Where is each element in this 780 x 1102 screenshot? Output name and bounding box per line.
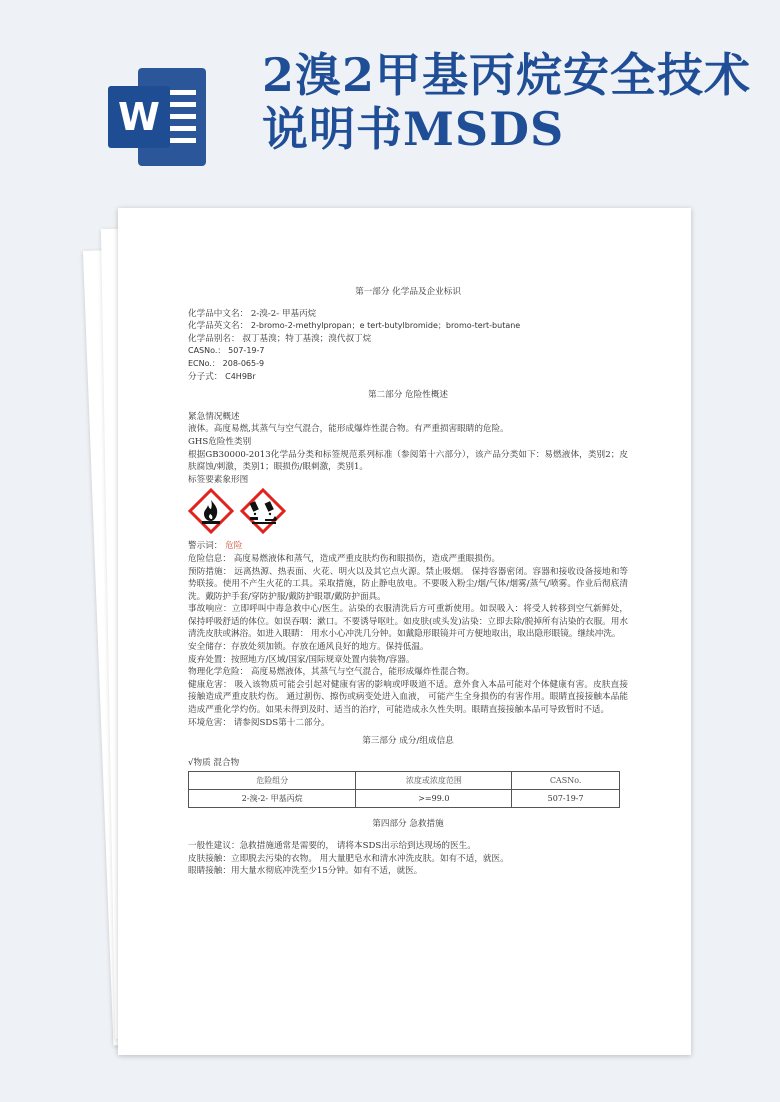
- section1-title: 第一部分 化学品及企业标识: [355, 287, 461, 297]
- name-cn-row: [188, 308, 628, 321]
- cas-label: CASNo.：: [188, 346, 226, 356]
- ec-row: [188, 358, 628, 371]
- cas-row: [188, 345, 628, 358]
- alias-label: 化学品别名：: [188, 333, 240, 344]
- name-cn-value: 2-溴-2- 甲基丙烷: [250, 308, 317, 319]
- name-cn-label: 化学品中文名：: [188, 308, 249, 319]
- signal-word-value: 危险: [225, 541, 243, 552]
- first-aid-general: 一般性建议：急救措施通常是需要的， 请将本SDS出示给到达现场的医生。: [188, 841, 476, 851]
- table-header-cell: CASNo.: [512, 772, 620, 790]
- document-body: [188, 286, 628, 878]
- table-cell: 507-19-7: [512, 790, 620, 808]
- page-title: 2溴2甲基丙烷安全技术说明书MSDS: [262, 48, 752, 156]
- alias-value: 叔丁基溴；特丁基溴；溴代叔丁烷: [242, 333, 372, 344]
- ghs-text: 根据GB30000-2013化学品分类和标签规范系列标准（参阅第十六部分），该产品分类如下：易燃液体，类别2；皮肤腐蚀/刺激，类别1；眼损伤/眼刺激，类别1。: [188, 449, 628, 473]
- health-hazard: 健康危害： 吸入该物质可能会引起对健康有害的影响或呼吸道不适。意外食入本品可能对个体健康有害。皮肤直接接触造成严重皮肤灼伤。 通过割伤、擦伤或病变处进入血液， 可能产生全身损伤的有害作用。眼睛直接接触本品能造成严重化学灼伤。如果未得到及时、适当的治疗，可能造成永久性失明。眼睛直接接触本品可导致暂时不适。: [188, 679, 628, 716]
- first-aid-skin: 皮肤接触：立即脱去污染的衣物。 用大量肥皂水和清水冲洗皮肤。如有不适，就医。: [188, 853, 509, 864]
- physchem-hazard: 物理化学危险： 高度易燃液体，其蒸气与空气混合，能形成爆炸性混合物。: [188, 667, 475, 678]
- table-header-cell: 浓度或浓度范围: [356, 772, 512, 790]
- name-en-row: [188, 320, 628, 333]
- pictogram-heading: 标签要素象形图: [188, 474, 249, 485]
- ghs-heading: GHS危险性类别: [188, 436, 252, 447]
- emergency-heading: 紧急情况概述: [188, 411, 240, 422]
- signal-word-label: 警示词：: [188, 541, 223, 552]
- ghs-pictograms: [188, 488, 628, 534]
- table-row: [189, 790, 620, 808]
- first-aid-eye: 眼睛接触：用大量水彻底冲洗至少15分钟。如有不适，就医。: [188, 866, 423, 877]
- word-document-icon: [108, 68, 208, 166]
- composition-table: [188, 771, 620, 808]
- formula-row: [188, 371, 628, 384]
- ec-value: 208-065-9: [222, 358, 265, 368]
- table-header-row: [189, 772, 620, 790]
- alias-row: [188, 333, 628, 346]
- document-page: [118, 208, 691, 1055]
- name-en-value: 2-bromo-2-methylpropan；e tert-butylbromide；bromo-tert-butane: [250, 321, 521, 331]
- corrosion-pictogram-icon: [240, 488, 286, 534]
- hazard-info: 危险信息： 高度易燃液体和蒸气，造成严重皮肤灼伤和眼损伤，造成严重眼损伤。: [188, 553, 501, 564]
- substance-type-line: √物质 混合物: [188, 757, 240, 768]
- ec-label: ECNo.：: [188, 358, 220, 368]
- section4-title: 第四部分 急救措施: [372, 819, 444, 830]
- prevention-measures: 预防措施： 远离热源、热表面、火花、明火以及其它点火源。禁止吸烟。 保持容器密闭。容器和接收设备接地和等势联接。使用不产生火花的工具。采取措施，防止静电放电。不要吸入粉尘/烟/气体/烟雾/蒸气/喷雾。作业后彻底清洗。戴防护手套/穿防护服/戴防护眼罩/戴防护面具。: [188, 566, 628, 602]
- section3-title: 第三部分 成分/组成信息: [362, 736, 454, 747]
- accident-response: 事故响应：立即呼叫中毒急救中心/医生。沾染的衣服清洗后方可重新使用。如误吸入：将受人转移到空气新鲜处，保持呼吸舒适的体位。如误吞咽：漱口。不要诱导呕吐。如皮肤(或头发)沾染：立即去除/脱掉所有沾染的衣服。用水清洗皮肤或淋浴。如进入眼睛： 用水小心冲洗几分钟。如戴隐形眼镜并可方便地取出，取出隐形眼镜。继续冲洗。: [188, 604, 628, 640]
- formula-label: 分子式：: [188, 371, 223, 382]
- section2-title: 第二部分 危险性概述: [367, 390, 449, 401]
- signal-word-row: [188, 540, 628, 553]
- environment-hazard: 环境危害： 请参阅SDS第十二部分。: [188, 717, 330, 728]
- table-cell: >=99.0: [356, 790, 512, 808]
- name-en-label: 化学品英文名：: [188, 321, 249, 332]
- safe-storage: 安全储存：存放处须加锁。存放在通风良好的地方。保持低温。: [188, 642, 429, 653]
- table-cell: 2-溴-2- 甲基丙烷: [189, 790, 356, 808]
- flame-pictogram-icon: [188, 488, 234, 534]
- table-header-cell: 危险组分: [189, 772, 356, 790]
- cas-value: 507-19-7: [228, 346, 265, 356]
- emergency-text: 液体。高度易燃,其蒸气与空气混合，能形成爆炸性混合物。有严重损害眼睛的危险。: [188, 424, 509, 435]
- word-icon-letter: W: [108, 86, 170, 148]
- waste-disposal: 废弃处置：按照地方/区域/国家/国际规章处置内装物/容器。: [188, 654, 415, 665]
- formula-value: C4H9Br: [225, 371, 256, 381]
